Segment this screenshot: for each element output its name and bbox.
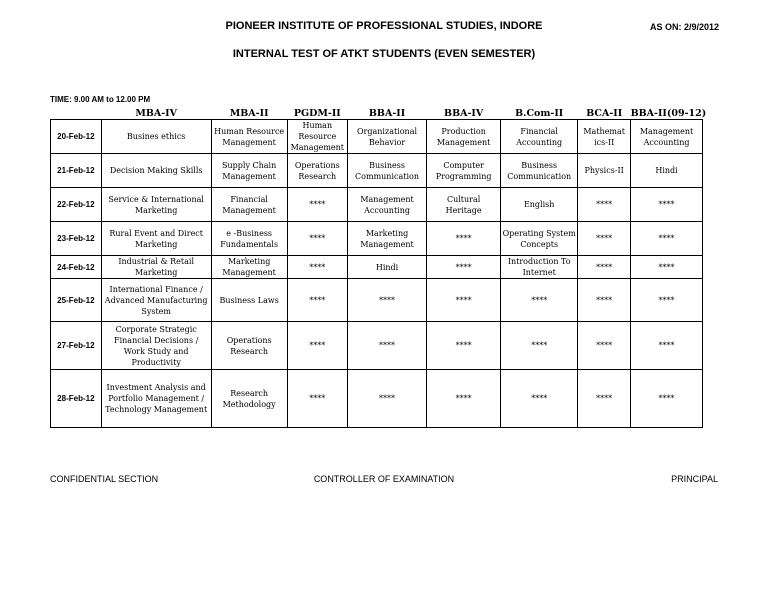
as-on-date: AS ON: 2/9/2012 [650,22,720,32]
subject-cell: **** [347,279,426,322]
column-header: PGDM-II [293,107,341,119]
subject-cell: **** [631,279,703,322]
subject-cell: Operations Research [287,154,347,188]
subject-cell: **** [427,222,501,256]
subject-cell: Marketing Management [211,256,287,279]
exam-time: TIME: 9.00 AM to 12.00 PM [50,95,151,104]
subject-cell: Decision Making Skills [101,154,211,188]
subject-cell: Business Communication [501,154,578,188]
subject-cell: Operations Research [211,322,287,370]
subject-cell: **** [347,322,426,370]
subject-cell: Cultural Heritage [427,188,501,222]
subject-cell: **** [578,370,631,428]
subject-cell: Human Resource Management [287,120,347,154]
subject-cell: **** [287,222,347,256]
table-row [51,256,703,279]
subject-cell: Supply Chain Management [211,154,287,188]
subject-cell: Hindi [631,154,703,188]
subject-cell: Investment Analysis and Portfolio Management / Technology Management [101,370,211,428]
controller-label: CONTROLLER OF EXAMINATION [313,474,455,484]
subject-cell: Introduction To Internet [501,256,578,279]
subject-cell: **** [578,256,631,279]
column-header: BCA-II [586,107,623,119]
date-cell: 23-Feb-12 [51,222,102,256]
subject-cell: **** [501,370,578,428]
subject-cell: **** [287,256,347,279]
subject-cell: Corporate Strategic Financial Decisions / Work Study and Productivity [101,322,211,370]
subject-cell: Computer Programming [427,154,501,188]
subject-cell: Marketing Management [347,222,426,256]
subject-cell: Financial Management [211,188,287,222]
subject-cell: Busines ethics [101,120,211,154]
subject-cell: Rural Event and Direct Marketing [101,222,211,256]
subject-cell: **** [287,322,347,370]
subject-cell: Research Methodology [211,370,287,428]
subject-cell: Organizational Behavior [347,120,426,154]
subject-cell: **** [427,279,501,322]
column-header: BBA-II(09-12) [630,107,707,119]
subject-cell: Production Management [427,120,501,154]
subject-cell: **** [631,188,703,222]
column-header: BBA-II [368,107,406,119]
table-row [51,188,703,222]
subject-cell: Physics-II [578,154,631,188]
subject-cell: **** [631,222,703,256]
column-header [51,107,102,120]
subject-cell: e -Business Fundamentals [211,222,287,256]
principal-label: PRINCIPAL [671,474,718,484]
subject-cell: **** [287,279,347,322]
subject-cell: **** [287,370,347,428]
confidential-section-label: CONFIDENTIAL SECTION [50,474,159,484]
subject-cell: English [501,188,578,222]
subject-cell: **** [631,256,703,279]
exam-schedule-table [50,107,707,428]
subject-cell: Management Accounting [631,120,703,154]
subject-cell: Business Communication [347,154,426,188]
date-cell: 25-Feb-12 [51,279,102,322]
table-row [51,120,703,154]
subject-cell: Hindi [347,256,426,279]
subject-cell: Financial Accounting [501,120,578,154]
subject-cell: **** [578,322,631,370]
subject-cell: Operating System Concepts [501,222,578,256]
subject-cell: **** [578,188,631,222]
subject-cell: Service & International Marketing [101,188,211,222]
subject-cell: **** [501,279,578,322]
date-cell: 21-Feb-12 [51,154,102,188]
subject-cell: **** [501,322,578,370]
subject-cell: **** [287,188,347,222]
test-title: INTERNAL TEST OF ATKT STUDENTS (EVEN SEMESTER) [232,48,536,60]
subject-cell: Management Accounting [347,188,426,222]
subject-cell: Human Resource Management [211,120,287,154]
subject-cell: **** [631,322,703,370]
subject-cell: **** [427,370,501,428]
subject-cell: Industrial & Retail Marketing [101,256,211,279]
institute-title: PIONEER INSTITUTE OF PROFESSIONAL STUDIES, INDORE [225,20,543,32]
table-row [51,322,703,370]
table-row [51,279,703,322]
column-header: BBA-IV [444,107,484,119]
column-header: MBA-II [229,107,269,119]
subject-cell: **** [347,370,426,428]
subject-cell: Business Laws [211,279,287,322]
date-cell: 20-Feb-12 [51,120,102,154]
table-row [51,370,703,428]
subject-cell: **** [578,222,631,256]
column-header: B.Com-II [515,107,564,119]
table-row [51,154,703,188]
subject-cell: **** [578,279,631,322]
subject-cell: Mathemat ics-II [578,120,631,154]
subject-cell: **** [631,370,703,428]
date-cell: 28-Feb-12 [51,370,102,428]
date-cell: 22-Feb-12 [51,188,102,222]
subject-cell: International Finance / Advanced Manufacturing System [101,279,211,322]
table-row [51,222,703,256]
subject-cell: **** [427,256,501,279]
subject-cell: **** [427,322,501,370]
header-row [51,107,703,120]
date-cell: 27-Feb-12 [51,322,102,370]
column-header: MBA-IV [135,107,177,119]
date-cell: 24-Feb-12 [51,256,102,279]
